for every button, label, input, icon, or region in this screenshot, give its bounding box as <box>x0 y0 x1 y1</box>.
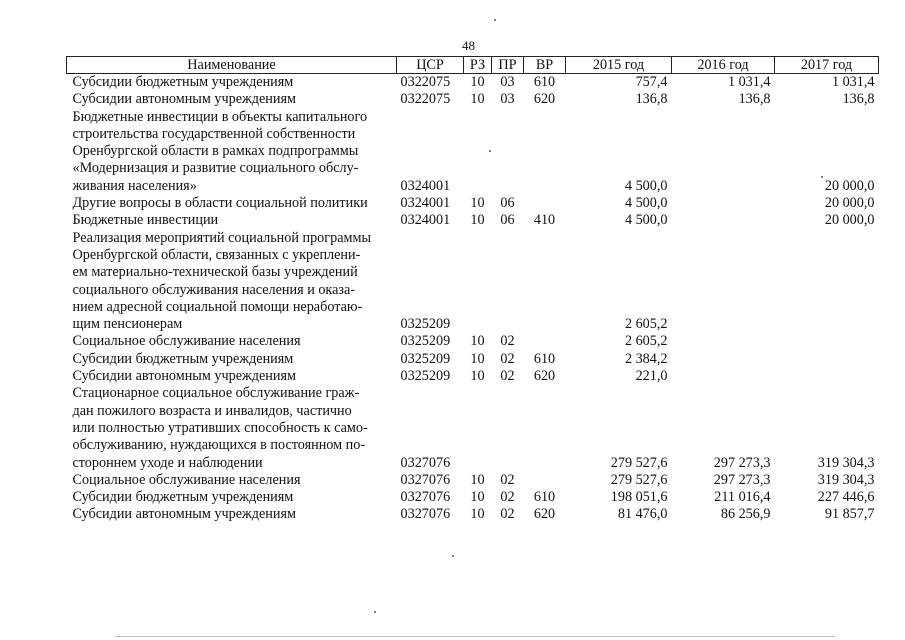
row-name <box>67 91 397 108</box>
cell-rz <box>464 230 492 334</box>
cell-rz <box>464 109 492 195</box>
cell-rz: 10 <box>470 506 485 523</box>
row-name-line: строительства государственной собственности <box>72 125 356 142</box>
cell-csr: 0325209 <box>400 350 451 367</box>
cell-pr: 02 <box>500 471 515 488</box>
cell-rz: 10 <box>470 333 485 350</box>
cell-y2017: 20 000,0 <box>824 177 875 194</box>
table-header-row <box>67 57 879 74</box>
table-row <box>67 385 879 471</box>
cell-y2017 <box>775 351 879 368</box>
row-name <box>67 472 397 489</box>
cell-rz: 10 <box>470 74 485 90</box>
cell-csr: 0324001 <box>400 177 451 194</box>
cell-y2016 <box>672 368 775 385</box>
cell-pr <box>492 230 524 334</box>
cell-rz: 10 <box>470 489 485 506</box>
cell-vr <box>524 472 566 489</box>
cell-y2015: 4 500,0 <box>624 195 668 212</box>
cell-csr: 0325209 <box>400 368 451 385</box>
header-rz: РЗ <box>464 57 492 74</box>
cell-y2015: 2 384,2 <box>624 350 668 367</box>
cell-y2017: 1 031,4 <box>831 74 875 90</box>
cell-y2016: 211 016,4 <box>714 489 771 506</box>
cell-y2015: 221,0 <box>635 368 668 385</box>
table-row <box>67 368 879 385</box>
page-number: 48 <box>462 38 475 53</box>
cell-y2015: 2 605,2 <box>624 333 668 350</box>
cell-csr: 0327076 <box>400 489 451 506</box>
row-name-line: нием адресной социальной помощи неработаю- <box>72 298 363 315</box>
cell-vr <box>524 109 566 195</box>
cell-vr <box>524 385 566 471</box>
cell-csr: 0322075 <box>400 74 451 90</box>
cell-y2016 <box>672 109 775 195</box>
table-row <box>67 195 879 212</box>
cell-csr: 0325209 <box>400 316 451 333</box>
cell-csr: 0325209 <box>400 333 451 350</box>
cell-y2016 <box>672 195 775 212</box>
cell-rz: 10 <box>470 195 485 212</box>
cell-csr: 0324001 <box>400 195 451 212</box>
cell-y2015: 279 527,6 <box>610 454 668 471</box>
cell-y2015: 198 051,6 <box>610 489 668 506</box>
cell-y2016: 86 256,9 <box>720 506 771 523</box>
cell-y2017: 136,8 <box>842 91 875 108</box>
cell-rz: 10 <box>470 91 485 108</box>
table-body <box>67 74 879 524</box>
row-name-line: Социальное обслуживание населения <box>72 471 301 488</box>
cell-y2016: 297 273,3 <box>713 471 771 488</box>
row-name <box>67 333 397 350</box>
row-name <box>67 212 397 229</box>
header-name: Наименование <box>67 57 397 74</box>
cell-pr: 02 <box>500 489 515 506</box>
row-name-line: или полностью утративших способность к само- <box>72 419 368 436</box>
cell-y2016 <box>672 351 775 368</box>
row-name-line: социального обслуживания населения и оказа- <box>72 281 356 298</box>
cell-vr <box>524 230 566 334</box>
cell-rz <box>464 385 492 471</box>
cell-pr <box>492 385 524 471</box>
cell-pr: 03 <box>500 91 515 108</box>
row-name-line: щим пенсионерам <box>72 316 183 333</box>
table-row <box>67 489 879 506</box>
row-name-line: Субсидии автономным учреждениям <box>72 91 296 108</box>
row-name-line: живания населения» <box>72 177 197 194</box>
cell-y2017 <box>775 230 879 334</box>
table-row <box>67 351 879 368</box>
row-name-line: Другие вопросы в области социальной политики <box>72 195 368 212</box>
cell-csr: 0322075 <box>400 91 451 108</box>
cell-pr: 03 <box>500 74 515 90</box>
cell-vr: 610 <box>533 350 556 367</box>
cell-vr: 610 <box>533 74 556 90</box>
cell-y2015: 136,8 <box>635 91 668 108</box>
cell-y2016 <box>672 333 775 350</box>
row-name-line: «Модернизация и развитие социального обслу- <box>72 160 359 177</box>
cell-vr: 610 <box>533 489 556 506</box>
row-name <box>67 368 397 385</box>
cell-y2017: 20 000,0 <box>824 195 875 212</box>
row-name-line: ем материально-технической базы учреждений <box>72 264 358 281</box>
cell-y2016: 136,8 <box>738 91 771 108</box>
cell-y2015: 4 500,0 <box>624 177 668 194</box>
cell-y2017: 319 304,3 <box>817 471 875 488</box>
cell-csr: 0327076 <box>400 471 451 488</box>
row-name-line: Субсидии бюджетным учреждениям <box>72 350 294 367</box>
cell-pr: 06 <box>500 195 515 212</box>
table-row <box>67 74 879 92</box>
cell-pr: 06 <box>500 212 515 229</box>
cell-y2015: 81 476,0 <box>617 506 668 523</box>
row-name <box>67 109 397 195</box>
cell-rz: 10 <box>470 368 485 385</box>
row-name <box>67 489 397 506</box>
row-name-line: стороннем уходе и наблюдении <box>72 454 263 471</box>
table-row <box>67 212 879 229</box>
cell-y2017 <box>775 368 879 385</box>
cell-csr: 0327076 <box>400 506 451 523</box>
row-name-line: Оренбургской области в рамках подпрограммы <box>72 143 359 160</box>
header-csr: ЦСР <box>397 57 464 74</box>
row-name <box>67 230 397 334</box>
cell-pr: 02 <box>500 333 515 350</box>
bottom-edge-line <box>115 636 835 637</box>
row-name-line: Субсидии автономным учреждениям <box>72 368 296 385</box>
cell-y2017: 319 304,3 <box>817 454 875 471</box>
row-name <box>67 195 397 212</box>
header-2016: 2016 год <box>672 57 775 74</box>
cell-vr: 410 <box>533 212 556 229</box>
table-row <box>67 91 879 108</box>
row-name <box>67 506 397 523</box>
row-name <box>67 74 397 92</box>
row-name-line: Субсидии бюджетным учреждениям <box>72 489 294 506</box>
row-name-line: Бюджетные инвестиции <box>72 212 219 229</box>
header-pr: ПР <box>492 57 524 74</box>
row-name <box>67 385 397 471</box>
cell-y2016: 1 031,4 <box>727 74 771 90</box>
table-row <box>67 230 879 334</box>
row-name-line: Оренбургской области, связанных с укреплени- <box>72 246 361 263</box>
cell-pr: 02 <box>500 506 515 523</box>
row-name-line: Социальное обслуживание населения <box>72 333 301 350</box>
cell-csr: 0327076 <box>400 454 451 471</box>
cell-pr: 02 <box>500 350 515 367</box>
row-name-line: Субсидии бюджетным учреждениям <box>72 74 294 90</box>
row-name-line: дан пожилого возраста и инвалидов, частично <box>72 402 352 419</box>
row-name-line: Реализация мероприятий социальной программы <box>72 229 371 246</box>
cell-vr: 620 <box>533 506 556 523</box>
header-2017: 2017 год <box>775 57 879 74</box>
cell-vr: 620 <box>533 91 556 108</box>
cell-y2017: 227 446,6 <box>817 489 875 506</box>
table-row <box>67 506 879 523</box>
cell-y2016 <box>672 230 775 334</box>
cell-y2015: 757,4 <box>635 74 668 90</box>
table-row <box>67 472 879 489</box>
cell-vr <box>524 195 566 212</box>
cell-y2015: 279 527,6 <box>610 471 668 488</box>
row-name-line: Стационарное социальное обслуживание граж- <box>72 385 360 402</box>
cell-rz: 10 <box>470 350 485 367</box>
cell-csr: 0324001 <box>400 212 451 229</box>
table-row <box>67 333 879 350</box>
cell-y2016: 297 273,3 <box>713 454 771 471</box>
header-vr: ВР <box>524 57 566 74</box>
row-name-line: Бюджетные инвестиции в объекты капитального <box>72 108 368 125</box>
cell-y2017: 20 000,0 <box>824 212 875 229</box>
header-2015: 2015 год <box>566 57 672 74</box>
cell-vr <box>524 333 566 350</box>
row-name-line: обслуживанию, нуждающихся в постоянном по- <box>72 437 366 454</box>
row-name <box>67 351 397 368</box>
budget-table <box>66 56 879 524</box>
cell-pr: 02 <box>500 368 515 385</box>
cell-y2017 <box>775 333 879 350</box>
cell-y2016 <box>672 212 775 229</box>
cell-rz: 10 <box>470 471 485 488</box>
cell-y2017: 91 857,7 <box>824 506 875 523</box>
cell-pr <box>492 109 524 195</box>
cell-y2015: 4 500,0 <box>624 212 668 229</box>
row-name-line: Субсидии автономным учреждениям <box>72 506 296 523</box>
cell-y2015: 2 605,2 <box>624 316 668 333</box>
table-row <box>67 109 879 195</box>
cell-rz: 10 <box>470 212 485 229</box>
cell-vr: 620 <box>533 368 556 385</box>
